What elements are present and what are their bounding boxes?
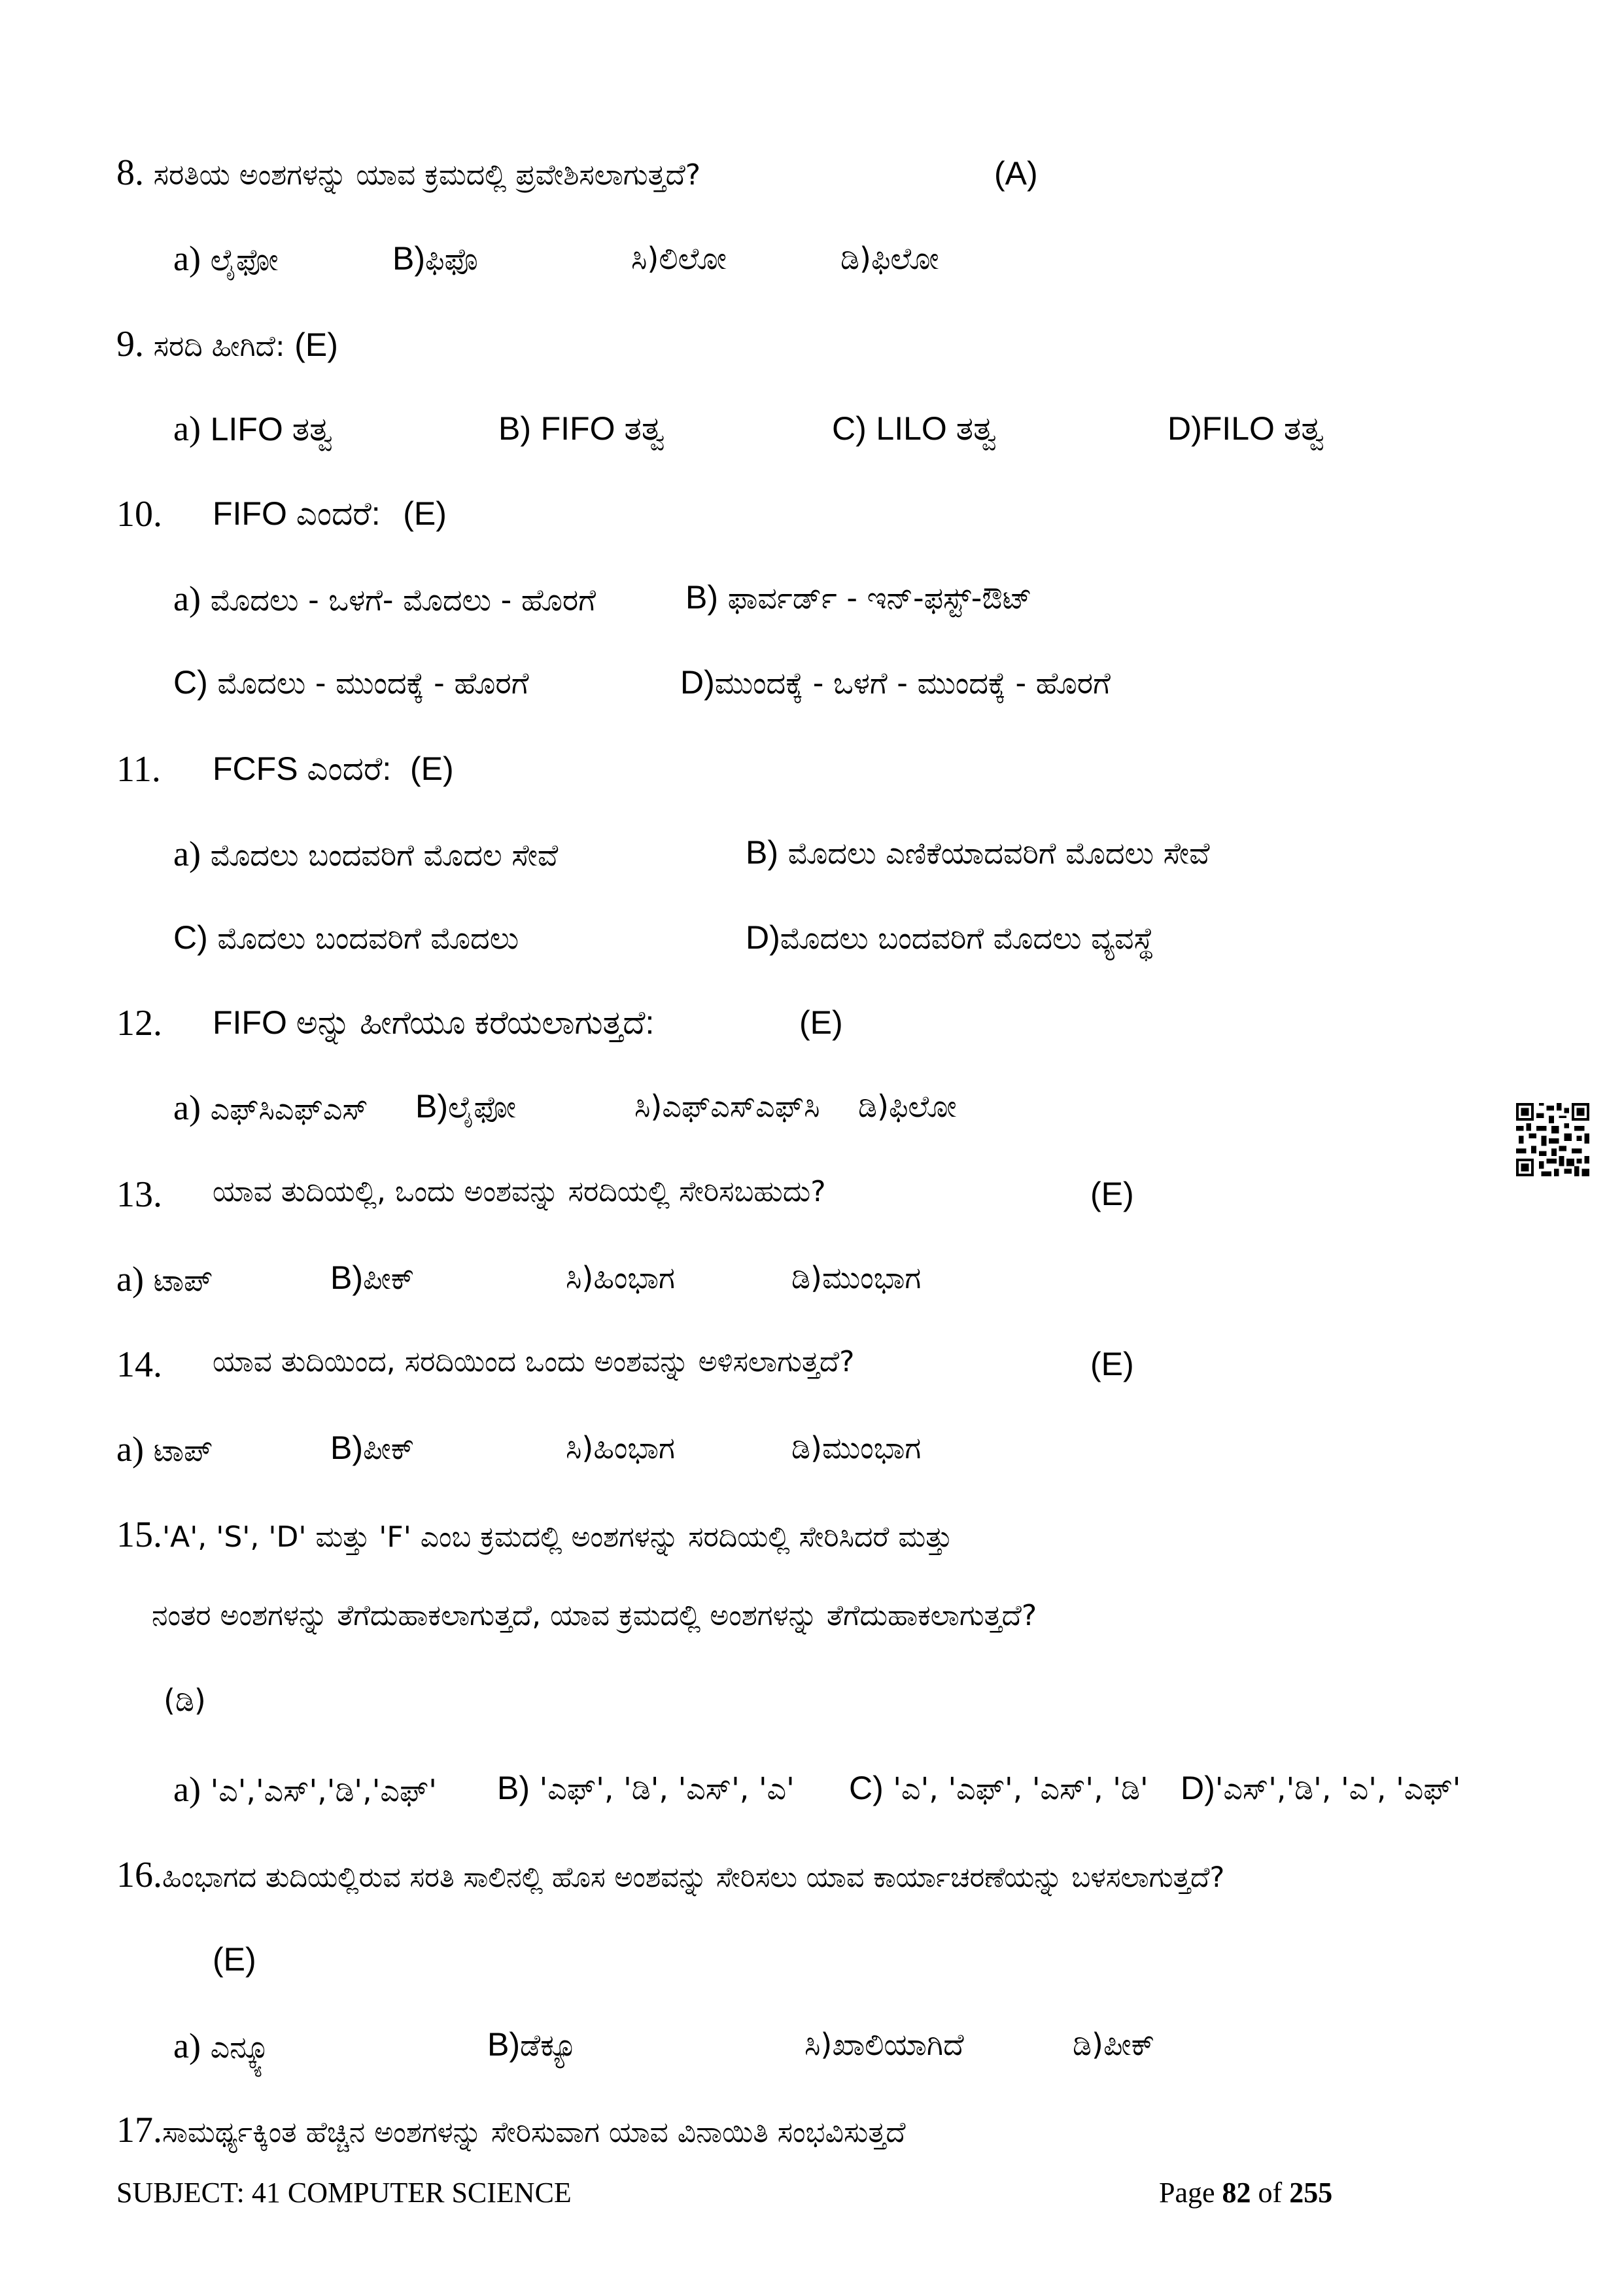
question-14: [116, 1346, 162, 1383]
option: [746, 836, 1210, 869]
answer-key: (E): [799, 1004, 843, 1041]
question-number: 16.: [116, 1855, 162, 1895]
option-label: C): [173, 664, 208, 701]
option: [849, 1772, 1149, 1804]
option-text: ಫಿಫೊ: [425, 241, 478, 277]
option-label: D): [680, 664, 715, 701]
option-text: ಖಾಲಿಯಾಗಿದೆ: [832, 2027, 964, 2062]
page-total: 255: [1289, 2177, 1333, 2209]
option-label: D): [746, 919, 780, 956]
option-text: ಎಫ್‌ಸಿಎಫ್‌ಎಸ್: [210, 1091, 368, 1127]
option: [631, 241, 727, 276]
question-12: [116, 1005, 162, 1042]
option: [116, 1431, 213, 1467]
option: [330, 1431, 414, 1464]
option: [173, 581, 596, 616]
option-label: B): [497, 1770, 530, 1806]
option-label: B): [498, 410, 531, 447]
page-current: 82: [1222, 2177, 1251, 2209]
option-label: ಸಿ): [804, 2027, 833, 2062]
option-text: ಮೊದಲು ಬಂದವರಿಗೆ ಮೊದಲು: [217, 920, 519, 956]
option: [173, 1772, 437, 1807]
option-text: FILO ತತ್ವ: [1201, 410, 1324, 447]
option-text: ಎಫ್‌ಎಸ್‌ಎಫ್‌ಸಿ: [662, 1089, 820, 1124]
question-17: [116, 2112, 906, 2148]
option-label: C): [173, 919, 208, 956]
option: [566, 1260, 675, 1295]
option: [858, 1089, 957, 1124]
option-text: ಲೈಫೋ: [210, 242, 279, 277]
question-number: 10.: [116, 494, 162, 534]
option: [1073, 2027, 1155, 2062]
option: [173, 2028, 274, 2063]
option-label: ಸಿ): [634, 1089, 663, 1124]
question-text: ಸಾಮರ್ಥ್ಯಕ್ಕಿಂತ ಹೆಚ್ಚಿನ ಅಂಶಗಳನ್ನು ಸೇರಿಸುವಾಗ ಯಾವ ವಿನಾಯಿತಿ ಸಂಭವಿಸುತ್ತದೆ: [162, 2116, 906, 2149]
option: [791, 1430, 922, 1465]
option-text: 'ಎ', 'ಎಫ್', 'ಎಸ್', 'ಡಿ': [893, 1771, 1149, 1806]
option: [746, 921, 1154, 954]
option: [330, 1261, 414, 1294]
option-text: 'ಎಫ್', 'ಡಿ', 'ಎಸ್', 'ಎ': [539, 1771, 795, 1806]
option: [497, 1772, 795, 1804]
question-text: ಸರತಿಯ ಅಂಶಗಳನ್ನು ಯಾವ ಕ್ರಮದಲ್ಲಿ ಪ್ರವೇಶಿಸಲಾಗುತ್ತದೆ?: [153, 158, 701, 192]
option-label: a): [173, 1088, 201, 1127]
question-number: 17.: [116, 2110, 162, 2150]
option-label: C): [832, 410, 867, 447]
option-text: ಮೊದಲು ಬಂದವರಿಗೆ ಮೊದಲು ವ್ಯವಸ್ಥೆ: [780, 920, 1154, 956]
option-text: ಪೀಕ್: [363, 1431, 415, 1466]
answer-key: (E): [409, 750, 454, 787]
question-text: 'A', 'S', 'D' ಮತ್ತು 'F' ಎಂಬ ಕ್ರಮದಲ್ಲಿ ಅಂಶಗಳನ್ನು ಸರದಿಯಲ್ಲಿ ಸೇರಿಸಿದರೆ ಮತ್ತು: [162, 1520, 953, 1554]
answer-key: (E): [403, 495, 447, 532]
question-text-continued: ನಂತರ ಅಂಶಗಳನ್ನು ತೆಗೆದುಹಾಕಲಾಗುತ್ತದೆ, ಯಾವ ಕ್ರಮದಲ್ಲಿ ಅಂಶಗಳನ್ನು ತೆಗೆದುಹಾಕಲಾಗುತ್ತದೆ?: [152, 1599, 1037, 1632]
option-label: a): [116, 1429, 144, 1469]
qr-code-icon: [1516, 1103, 1589, 1176]
option-text: ಲಿಲೋ: [659, 241, 727, 276]
option-label: ಡಿ): [791, 1430, 822, 1465]
question-number: 9.: [116, 324, 144, 364]
option-label: a): [173, 239, 201, 278]
option-label: D): [1181, 1770, 1215, 1806]
option-text: ಪೀಕ್: [363, 1261, 415, 1296]
option-text: ಹಿಂಭಾಗ: [593, 1260, 675, 1295]
option: [791, 1260, 922, 1295]
option-label: ಡಿ): [791, 1260, 822, 1295]
option-label: B): [392, 240, 425, 277]
option: [173, 411, 333, 446]
option-label: ಡಿ): [858, 1089, 889, 1124]
answer-key: (E): [1090, 1176, 1134, 1212]
option-text: ಹಿಂಭಾಗ: [593, 1430, 675, 1465]
question-8: [116, 154, 700, 191]
answer-key: (A): [994, 155, 1038, 192]
option-text: ಎನ್ಕ್ಯೂ: [210, 2029, 274, 2065]
question-number: 15.: [116, 1515, 162, 1555]
option-label: a): [173, 834, 201, 873]
option-label: a): [173, 579, 201, 618]
option: [173, 666, 528, 699]
question-9: [116, 326, 338, 362]
option: [487, 2028, 578, 2061]
question-text-line: [213, 497, 447, 530]
option: [840, 241, 939, 276]
option: [804, 2027, 964, 2062]
option-text: ಪೀಕ್: [1103, 2027, 1155, 2062]
option-label: ಸಿ): [631, 241, 659, 276]
question-text: ಸರದಿ ಹೀಗಿದೆ:: [153, 330, 285, 363]
option: [173, 836, 558, 871]
option-text: ಮೊದಲು - ಮುಂದಕ್ಕೆ - ಹೊರಗೆ: [217, 665, 529, 701]
option: [832, 412, 997, 445]
option-label: a): [173, 409, 201, 448]
option-label: a): [116, 1259, 144, 1299]
question-text: FIFO ಅನ್ನು ಹೀಗೆಯೂ ಕರೆಯಲಾಗುತ್ತದೆ:: [213, 1004, 655, 1041]
option-label: a): [173, 1770, 201, 1809]
option-text: ಡೆಕ್ಯೂ: [520, 2027, 578, 2063]
option: [498, 412, 665, 445]
option-text: ಮೊದಲು - ಒಳಗೆ- ಮೊದಲು - ಹೊರಗೆ: [210, 582, 596, 618]
option-label: B): [330, 1259, 363, 1296]
page-prefix: Page: [1159, 2177, 1215, 2209]
option: [116, 1261, 213, 1297]
option-label: D): [1167, 410, 1202, 447]
option-label: B): [487, 2026, 520, 2063]
option-label: ಸಿ): [566, 1260, 594, 1295]
question-number: 12.: [116, 1003, 162, 1043]
option-label: B): [746, 834, 778, 871]
option: [680, 666, 1111, 699]
page-of: of: [1258, 2177, 1283, 2209]
option-label: B): [415, 1088, 448, 1125]
question-15: [116, 1516, 952, 1553]
option-text: ಲೈಫೋ: [448, 1089, 517, 1125]
option: [173, 241, 279, 276]
question-text: ಹಿಂಭಾಗದ ತುದಿಯಲ್ಲಿರುವ ಸರತಿ ಸಾಲಿನಲ್ಲಿ ಹೊಸ ಅಂಶವನ್ನು ಸೇರಿಸಲು ಯಾವ ಕಾರ್ಯಾಚರಣೆಯನ್ನು ಬಳಸಲಾಗುತ್ತದೆ?: [162, 1861, 1225, 1894]
option: [685, 581, 1032, 614]
question-10: [116, 496, 162, 533]
option-text: ಮೊದಲು ಎಣಿಕೆಯಾದವರಿಗೆ ಮೊದಲು ಸೇವೆ: [787, 835, 1210, 871]
option-label: B): [685, 579, 718, 616]
answer-key: (E): [1090, 1346, 1134, 1382]
option-text: ಮುಂಭಾಗ: [821, 1430, 922, 1465]
question-13: [116, 1176, 162, 1213]
option: [1181, 1772, 1460, 1804]
option-text: FIFO ತತ್ವ: [540, 410, 665, 447]
option-text: LILO ತತ್ವ: [876, 410, 997, 447]
option: [415, 1090, 516, 1123]
question-text: FIFO ಎಂದರೆ:: [213, 495, 381, 532]
question-text-line: [213, 752, 454, 785]
question-number: 8.: [116, 152, 144, 193]
option-label: B): [330, 1429, 363, 1466]
option-label: ಡಿ): [1073, 2027, 1103, 2062]
option-label: C): [849, 1770, 884, 1806]
question-text: ಯಾವ ತುದಿಯಿಂದ, ಸರದಿಯಿಂದ ಒಂದು ಅಂಶವನ್ನು ಅಳಿಸಲಾಗುತ್ತದೆ?: [213, 1345, 855, 1378]
option-text: ಮುಂಭಾಗ: [821, 1260, 922, 1295]
question-number: 14.: [116, 1344, 162, 1385]
option-text: ಟಾಪ್: [153, 1263, 213, 1298]
answer-key: (ಡಿ): [164, 1683, 206, 1718]
question-number: 13.: [116, 1174, 162, 1215]
option: [1167, 412, 1324, 445]
question-text: FCFS ಎಂದರೆ:: [213, 750, 392, 787]
question-11: [116, 751, 161, 788]
question-text-line: [213, 1006, 654, 1039]
option-text: ಫಿಲೋ: [888, 1089, 957, 1124]
option-label: ಸಿ): [566, 1430, 594, 1465]
option-text: ಮುಂದಕ್ಕೆ - ಒಳಗೆ - ಮುಂದಕ್ಕೆ - ಹೊರಗೆ: [714, 665, 1111, 701]
option-label: ಡಿ): [840, 241, 871, 276]
option: [392, 242, 478, 275]
option-text: ಟಾಪ್: [153, 1433, 213, 1468]
option: [634, 1089, 820, 1124]
option-text: 'ಎ','ಎಸ್','ಡಿ','ಎಫ್': [210, 1773, 437, 1808]
option-text: LIFO ತತ್ವ: [210, 411, 333, 447]
answer-key: (E): [213, 1941, 256, 1978]
option: [173, 1090, 368, 1125]
option-text: ಫಿಲೋ: [871, 241, 939, 276]
footer-subject: SUBJECT: 41 COMPUTER SCIENCE: [116, 2177, 572, 2209]
answer-key: (E): [294, 326, 338, 363]
question-16: [116, 1857, 1224, 1893]
question-text: ಯಾವ ತುದಿಯಲ್ಲಿ, ಒಂದು ಅಂಶವನ್ನು ಸರದಿಯಲ್ಲಿ ಸೇರಿಸಬಹುದು?: [213, 1175, 826, 1208]
option-text: ಮೊದಲು ಬಂದವರಿಗೆ ಮೊದಲ ಸೇವೆ: [210, 837, 559, 873]
option: [566, 1430, 675, 1465]
option-text: ಫಾರ್ವರ್ಡ್ - ಇನ್-ಫಸ್ಟ್-ಔಟ್: [727, 580, 1032, 616]
footer-page-number: [1159, 2176, 1332, 2209]
question-number: 11.: [116, 749, 161, 790]
option: [173, 921, 519, 954]
option-text: 'ಎಸ್','ಡಿ', 'ಎ', 'ಎಫ್': [1215, 1771, 1461, 1806]
option-label: a): [173, 2026, 201, 2065]
